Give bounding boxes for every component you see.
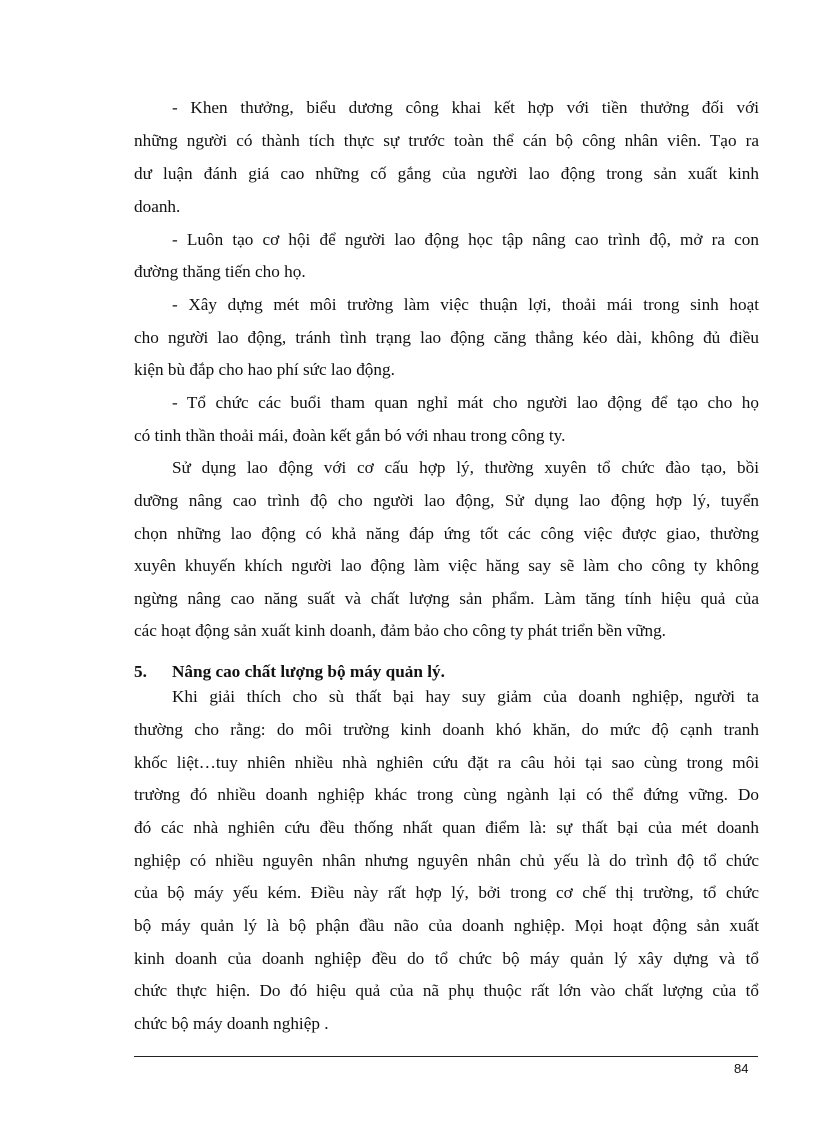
page-number: 84 bbox=[734, 1061, 749, 1076]
text-line: bộ máy quản lý là bộ phận đầu não của doanh nghiệp. Mọi hoạt động sản xuất bbox=[134, 916, 759, 935]
text-line: đường thăng tiến cho họ. bbox=[134, 262, 306, 281]
text-line: thường cho rằng: do môi trường kinh doanh khó khăn, do mức độ cạnh tranh bbox=[134, 720, 759, 739]
section-heading bbox=[134, 662, 445, 682]
text-line: có tinh thần thoải mái, đoàn kết gắn bó với nhau trong công ty. bbox=[134, 426, 566, 445]
text-line: - Xây dựng mét môi trường làm việc thuận lợi, thoải mái trong sinh hoạt bbox=[172, 295, 759, 314]
text-line: những người có thành tích thực sự trước toàn thể cán bộ công nhân viên. Tạo ra bbox=[134, 131, 759, 150]
section-number: 5. bbox=[134, 662, 147, 681]
text-line: khốc liệt…tuy nhiên nhiều nhà nghiên cứu đặt ra câu hỏi tại sao cùng trong môi bbox=[134, 753, 759, 772]
text-line: các hoạt động sản xuất kinh doanh, đảm bảo cho công ty phát triển bền vững. bbox=[134, 621, 666, 640]
text-line: của bộ máy yếu kém. Điều này rất hợp lý, bởi trong cơ chế thị trường, tổ chức bbox=[134, 883, 759, 902]
text-line: cho người lao động, tránh tình trạng lao động căng thẳng kéo dài, không đủ điều bbox=[134, 328, 759, 347]
text-line: dưỡng nâng cao trình độ cho người lao động, Sử dụng lao động hợp lý, tuyển bbox=[134, 491, 759, 510]
text-line: trường đó nhiều doanh nghiệp khác trong cùng ngành lại có thể đứng vững. Do bbox=[134, 785, 759, 804]
text-line: - Khen thưởng, biểu dương công khai kết hợp với tiền thưởng đối với bbox=[172, 98, 759, 117]
text-line: kinh doanh của doanh nghiệp đều do tổ chức bộ máy quản lý xây dựng và tổ bbox=[134, 949, 759, 968]
footer-divider bbox=[134, 1056, 758, 1057]
text-line: dư luận đánh giá cao những cố gắng của người lao động trong sản xuất kinh bbox=[134, 164, 759, 183]
text-line: nghiệp có nhiều nguyên nhân nhưng nguyên nhân chủ yếu là do trình độ tổ chức bbox=[134, 851, 759, 870]
text-line: Khi giải thích cho sù thất bại hay suy giảm của doanh nghiệp, người ta bbox=[172, 687, 759, 706]
text-line: - Tổ chức các buổi tham quan nghỉ mát cho người lao động để tạo cho họ bbox=[172, 393, 759, 412]
text-line: chức bộ máy doanh nghiệp . bbox=[134, 1014, 329, 1033]
text-line: ngừng nâng cao năng suất và chất lượng sản phẩm. Làm tăng tính hiệu quả của bbox=[134, 589, 759, 608]
text-line: xuyên khuyến khích người lao động làm việc hăng say sẽ làm cho công ty không bbox=[134, 556, 759, 575]
text-line: - Luôn tạo cơ hội để người lao động học tập nâng cao trình độ, mở ra con bbox=[172, 230, 759, 249]
text-line: doanh. bbox=[134, 197, 181, 216]
text-line: đó các nhà nghiên cứu đều thống nhất quan điểm là: sự thất bại của mét doanh bbox=[134, 818, 759, 837]
text-line: kiện bù đắp cho hao phí sức lao động. bbox=[134, 360, 395, 379]
section-title: Nâng cao chất lượng bộ máy quản lý. bbox=[172, 662, 445, 681]
text-line: chức thực hiện. Do đó hiệu quả của nã phụ thuộc rất lớn vào chất lượng của tổ bbox=[134, 981, 759, 1000]
text-line: Sử dụng lao động với cơ cấu hợp lý, thường xuyên tổ chức đào tạo, bồi bbox=[172, 458, 759, 477]
text-line: chọn những lao động có khả năng đáp ứng tốt các công việc được giao, thường bbox=[134, 524, 759, 543]
